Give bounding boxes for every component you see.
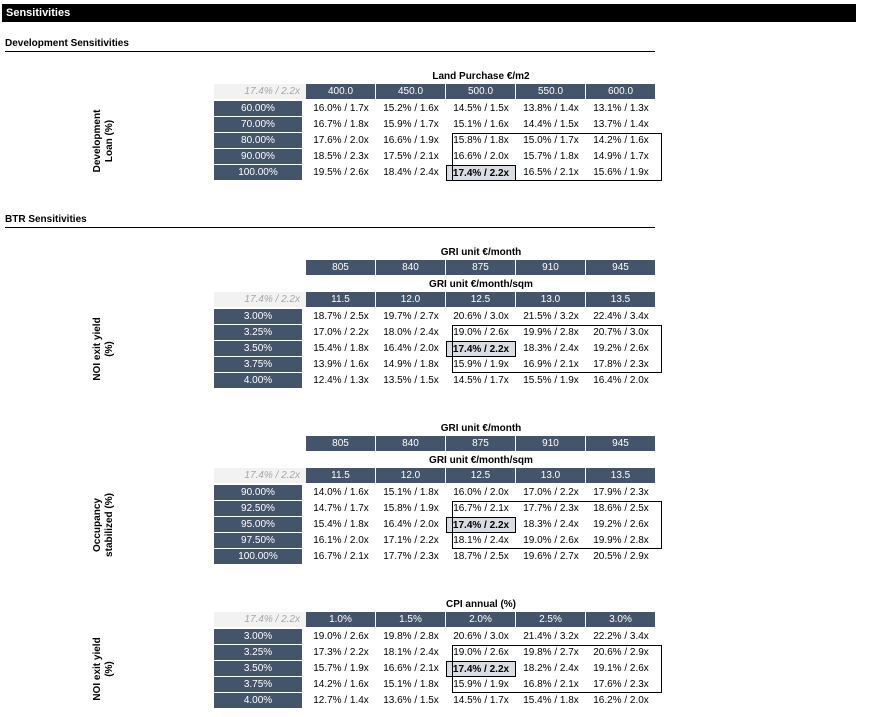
row-header-cell: 70.00% [214, 117, 302, 133]
column-header-row [306, 612, 656, 627]
table-cell: 17.7% / 2.3x [523, 503, 579, 514]
row-axis-label-line: (%) [104, 661, 115, 677]
column-header-cell: 550.0 [516, 84, 586, 99]
table-row [214, 117, 656, 133]
row-header-cell: 3.75% [214, 357, 302, 373]
table-cell: 16.6% / 2.0x [453, 151, 509, 162]
table-cell: 14.5% / 1.7x [453, 375, 509, 386]
table-cell: 19.2% / 2.6x [593, 343, 649, 354]
column-header-cell: 805 [306, 436, 376, 451]
page-title: Sensitivities [2, 4, 856, 22]
table-cell: 20.6% / 3.0x [453, 311, 509, 322]
table-cell: 14.2% / 1.6x [313, 679, 369, 690]
table-cell: 19.5% / 2.6x [313, 167, 369, 178]
table-cell: 16.7% / 2.1x [453, 503, 509, 514]
table-cell: 16.1% / 2.0x [313, 535, 369, 546]
table-cell: 19.0% / 2.6x [453, 647, 509, 658]
column-header-cell: 13.0 [516, 468, 586, 483]
column-header-cell: 12.0 [376, 468, 446, 483]
table-cell: 19.0% / 2.6x [313, 631, 369, 642]
table-cell: 16.6% / 1.9x [383, 135, 439, 146]
table-cell: 16.0% / 2.0x [453, 487, 509, 498]
table-cell: 17.4% / 2.2x [446, 517, 516, 533]
row-axis-label-line: Development [92, 109, 103, 173]
column-axis-title: GRI unit €/month/sqm [429, 279, 533, 290]
row-header-cell: 97.50% [214, 533, 302, 549]
column-header-cell: 400.0 [306, 84, 376, 99]
row-header-cell: 60.00% [214, 101, 302, 117]
table-row [214, 693, 656, 709]
table-cell: 17.8% / 2.3x [593, 359, 649, 370]
table-cell: 12.7% / 1.4x [313, 695, 369, 706]
column-header-row [306, 260, 656, 275]
table-cell: 17.4% / 2.2x [446, 165, 516, 181]
table-cell: 15.0% / 1.7x [523, 135, 579, 146]
row-axis-label [92, 485, 115, 565]
table-cell: 17.9% / 2.3x [593, 487, 649, 498]
table-cell: 14.7% / 1.7x [313, 503, 369, 514]
table-row [214, 309, 656, 325]
section-title-btr: BTR Sensitivities [5, 214, 655, 228]
row-axis-label [92, 309, 115, 389]
table-cell: 22.2% / 3.4x [593, 631, 649, 642]
table-cell: 14.4% / 1.5x [523, 119, 579, 130]
table-cell: 17.3% / 2.2x [313, 647, 369, 658]
table-cell: 18.5% / 2.3x [313, 151, 369, 162]
table-row [214, 341, 656, 357]
table-cell: 15.1% / 1.6x [453, 119, 509, 130]
column-header-row [306, 292, 656, 307]
row-header-cell: 90.00% [214, 485, 302, 501]
column-header-cell: 12.5 [446, 292, 516, 307]
column-header-cell: 840 [376, 260, 446, 275]
column-axis-title: GRI unit €/month [440, 247, 522, 258]
table-cell: 18.7% / 2.5x [313, 311, 369, 322]
table-cell: 19.1% / 2.6x [593, 663, 649, 674]
table-cell: 16.8% / 2.1x [523, 679, 579, 690]
column-header-cell: 1.0% [306, 612, 376, 627]
table-cell: 16.4% / 2.0x [383, 519, 439, 530]
table-cell: 17.6% / 2.3x [593, 679, 649, 690]
table-cell: 16.5% / 2.1x [523, 167, 579, 178]
table-cell: 18.3% / 2.4x [523, 519, 579, 530]
table-row [214, 517, 656, 533]
table-cell: 13.5% / 1.5x [383, 375, 439, 386]
table-cell: 16.4% / 2.0x [593, 375, 649, 386]
table-cell: 17.7% / 2.3x [383, 551, 439, 562]
table-cell: 18.3% / 2.4x [523, 343, 579, 354]
table-row [214, 357, 656, 373]
column-header-cell: 945 [586, 260, 656, 275]
table-cell: 16.4% / 2.0x [383, 343, 439, 354]
table-cell: 19.2% / 2.6x [593, 519, 649, 530]
table-cell: 19.0% / 2.6x [523, 535, 579, 546]
column-header-row [306, 84, 656, 99]
table-cell: 14.0% / 1.6x [313, 487, 369, 498]
table-cell: 15.8% / 1.8x [453, 135, 509, 146]
row-header-cell: 3.00% [214, 309, 302, 325]
table-cell: 15.5% / 1.9x [523, 375, 579, 386]
base-case-tag: 17.4% / 2.2x [214, 468, 306, 483]
base-case-tag: 17.4% / 2.2x [214, 292, 306, 307]
column-header-cell: 450.0 [376, 84, 446, 99]
table-cell: 13.8% / 1.4x [523, 103, 579, 114]
table-cell: 16.9% / 2.1x [523, 359, 579, 370]
row-header-cell: 4.00% [214, 373, 302, 389]
column-header-cell: 600.0 [586, 84, 656, 99]
table-cell: 13.1% / 1.3x [593, 103, 649, 114]
table-cell: 17.0% / 2.2x [523, 487, 579, 498]
column-header-cell: 875 [446, 260, 516, 275]
table-row [214, 165, 656, 181]
table-cell: 18.2% / 2.4x [523, 663, 579, 674]
table-cell: 19.8% / 2.8x [383, 631, 439, 642]
table-cell: 15.1% / 1.8x [383, 679, 439, 690]
table-cell: 18.0% / 2.4x [383, 327, 439, 338]
table-cell: 16.2% / 2.0x [593, 695, 649, 706]
table-cell: 19.9% / 2.8x [523, 327, 579, 338]
column-header-cell: 2.0% [446, 612, 516, 627]
table-cell: 15.7% / 1.9x [313, 663, 369, 674]
table-cell: 15.6% / 1.9x [593, 167, 649, 178]
table-cell: 20.6% / 2.9x [593, 647, 649, 658]
table-cell: 13.6% / 1.5x [383, 695, 439, 706]
base-case-tag: 17.4% / 2.2x [214, 84, 306, 99]
table-cell: 12.4% / 1.3x [313, 375, 369, 386]
row-axis-label-line: (%) [104, 341, 115, 357]
table-cell: 17.4% / 2.2x [446, 661, 516, 677]
column-header-cell: 1.5% [376, 612, 446, 627]
column-header-cell: 500.0 [446, 84, 516, 99]
row-header-cell: 3.25% [214, 645, 302, 661]
base-case-tag: 17.4% / 2.2x [214, 612, 306, 627]
table-cell: 20.7% / 3.0x [593, 327, 649, 338]
table-cell: 14.9% / 1.7x [593, 151, 649, 162]
table-row [214, 149, 656, 165]
row-header-cell: 90.00% [214, 149, 302, 165]
row-axis-label [92, 101, 115, 181]
table-cell: 17.6% / 2.0x [313, 135, 369, 146]
table-row [214, 533, 656, 549]
column-header-row [306, 468, 656, 483]
table-cell: 13.9% / 1.6x [313, 359, 369, 370]
column-axis-title: GRI unit €/month/sqm [429, 455, 533, 466]
column-header-cell: 12.5 [446, 468, 516, 483]
row-header-cell: 3.00% [214, 629, 302, 645]
column-header-cell: 13.5 [586, 292, 656, 307]
row-header-cell: 4.00% [214, 693, 302, 709]
column-header-cell: 805 [306, 260, 376, 275]
column-header-cell: 2.5% [516, 612, 586, 627]
table-row [214, 629, 656, 645]
table-cell: 19.8% / 2.7x [523, 647, 579, 658]
table-cell: 19.9% / 2.8x [593, 535, 649, 546]
column-header-cell: 13.5 [586, 468, 656, 483]
table-cell: 15.4% / 1.8x [523, 695, 579, 706]
table-cell: 18.4% / 2.4x [383, 167, 439, 178]
table-cell: 17.4% / 2.2x [446, 341, 516, 357]
table-cell: 17.0% / 2.2x [313, 327, 369, 338]
table-cell: 18.1% / 2.4x [453, 535, 509, 546]
row-header-cell: 3.50% [214, 661, 302, 677]
table-cell: 16.0% / 1.7x [313, 103, 369, 114]
table-cell: 18.6% / 2.5x [593, 503, 649, 514]
row-header-cell: 92.50% [214, 501, 302, 517]
table-row [214, 501, 656, 517]
table-row [214, 549, 656, 565]
column-axis-title: GRI unit €/month [440, 423, 522, 434]
row-axis-label-line: stabilized (%) [104, 493, 115, 557]
table-row [214, 645, 656, 661]
column-header-cell: 875 [446, 436, 516, 451]
table-row [214, 325, 656, 341]
table-cell: 15.7% / 1.8x [523, 151, 579, 162]
table-cell: 19.0% / 2.6x [453, 327, 509, 338]
column-header-row [306, 436, 656, 451]
table-cell: 21.4% / 3.2x [523, 631, 579, 642]
table-cell: 20.6% / 3.0x [453, 631, 509, 642]
table-cell: 19.7% / 2.7x [383, 311, 439, 322]
table-cell: 15.4% / 1.8x [313, 343, 369, 354]
row-header-cell: 3.25% [214, 325, 302, 341]
column-header-cell: 910 [516, 260, 586, 275]
column-header-cell: 12.0 [376, 292, 446, 307]
table-cell: 15.8% / 1.9x [383, 503, 439, 514]
table-row [214, 661, 656, 677]
table-row [214, 373, 656, 389]
row-axis-label-line: Loan (%) [104, 119, 115, 163]
table-cell: 18.1% / 2.4x [383, 647, 439, 658]
column-header-cell: 840 [376, 436, 446, 451]
table-cell: 15.9% / 1.7x [383, 119, 439, 130]
row-header-cell: 3.50% [214, 341, 302, 357]
table-cell: 15.4% / 1.8x [313, 519, 369, 530]
table-cell: 17.5% / 2.1x [383, 151, 439, 162]
table-cell: 19.6% / 2.7x [523, 551, 579, 562]
table-row [214, 101, 656, 117]
column-header-cell: 3.0% [586, 612, 656, 627]
table-cell: 20.5% / 2.9x [593, 551, 649, 562]
row-header-cell: 3.75% [214, 677, 302, 693]
column-header-cell: 13.0 [516, 292, 586, 307]
row-header-cell: 100.00% [214, 165, 302, 181]
table-cell: 21.5% / 3.2x [523, 311, 579, 322]
column-axis-title: CPI annual (%) [445, 599, 516, 610]
table-cell: 15.9% / 1.9x [453, 679, 509, 690]
table-cell: 16.7% / 1.8x [313, 119, 369, 130]
column-header-cell: 11.5 [306, 292, 376, 307]
table-cell: 18.7% / 2.5x [453, 551, 509, 562]
table-cell: 15.1% / 1.8x [383, 487, 439, 498]
table-cell: 17.1% / 2.2x [383, 535, 439, 546]
table-cell: 14.9% / 1.8x [383, 359, 439, 370]
table-row [214, 677, 656, 693]
row-axis-label-line: NOI exit yield [92, 637, 103, 701]
row-axis-label [92, 629, 115, 709]
table-cell: 14.2% / 1.6x [593, 135, 649, 146]
row-axis-label-line: NOI exit yield [92, 317, 103, 381]
table-cell: 16.6% / 2.1x [383, 663, 439, 674]
column-axis-title: Land Purchase €/m2 [432, 71, 530, 82]
table-cell: 14.5% / 1.7x [453, 695, 509, 706]
row-axis-label-line: Occupancy [92, 498, 103, 552]
table-cell: 15.2% / 1.6x [383, 103, 439, 114]
row-header-cell: 80.00% [214, 133, 302, 149]
table-cell: 13.7% / 1.4x [593, 119, 649, 130]
table-row [214, 485, 656, 501]
table-cell: 22.4% / 3.4x [593, 311, 649, 322]
table-row [214, 133, 656, 149]
column-header-cell: 910 [516, 436, 586, 451]
row-header-cell: 95.00% [214, 517, 302, 533]
section-title-development: Development Sensitivities [5, 38, 655, 52]
table-cell: 14.5% / 1.5x [453, 103, 509, 114]
column-header-cell: 945 [586, 436, 656, 451]
row-header-cell: 100.00% [214, 549, 302, 565]
table-cell: 15.9% / 1.9x [453, 359, 509, 370]
column-header-cell: 11.5 [306, 468, 376, 483]
table-cell: 16.7% / 2.1x [313, 551, 369, 562]
